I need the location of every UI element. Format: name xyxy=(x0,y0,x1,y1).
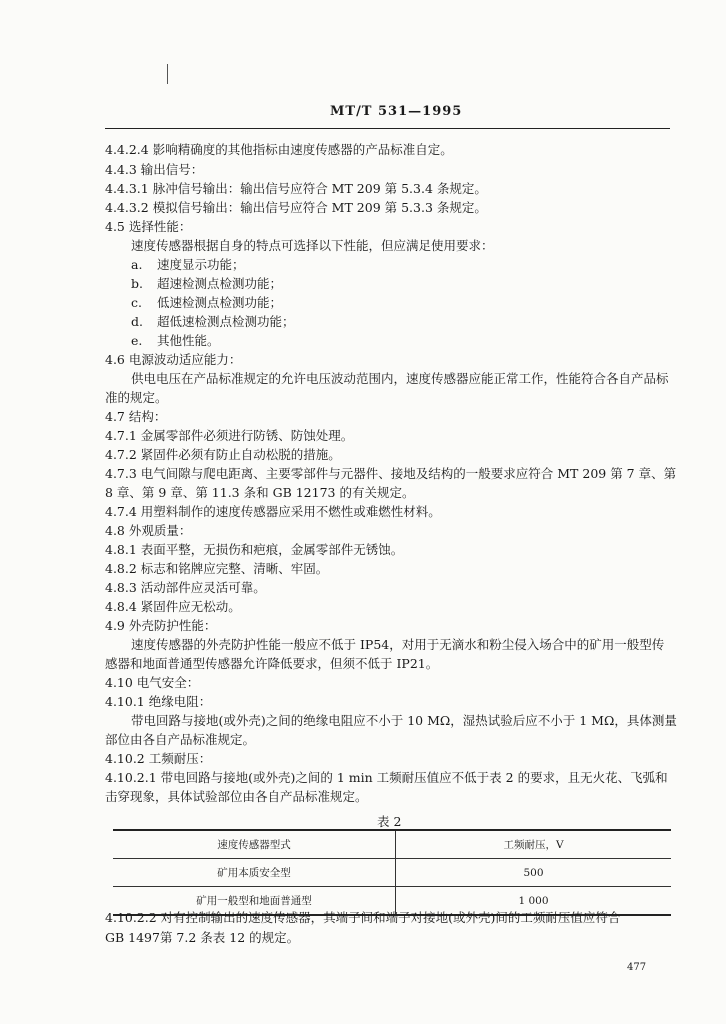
standard-code: MT/T 531—1995 xyxy=(330,104,463,119)
option-label: c. xyxy=(131,295,142,310)
table-cell: 1 000 xyxy=(518,894,549,907)
clause-4-4-3-1: 4.4.3.1 脉冲信号输出：输出信号应符合 MT 209 第 5.3.4 条规定。 xyxy=(105,181,487,196)
clause-4-9-text: 速度传感器的外壳防护性能一般应不低于 IP54，对用于无滴水和粉尘侵入场合中的矿用一般型传 xyxy=(131,637,665,652)
clause-4-9-text-cont: 感器和地面普通型传感器允许降低要求，但须不低于 IP21。 xyxy=(105,656,439,671)
clause-4-8-3: 4.8.3 活动部件应灵活可靠。 xyxy=(105,580,266,595)
table-caption: 表 2 xyxy=(377,814,402,829)
option-label: e. xyxy=(131,333,143,348)
header-rule xyxy=(105,128,670,129)
clause-4-4-2-4: 4.4.2.4 影响精确度的其他指标由速度传感器的产品标准自定。 xyxy=(105,142,453,157)
option-text: 超低速检测点检测功能； xyxy=(157,314,295,329)
option-label: b. xyxy=(131,276,143,291)
clause-4-10-1: 4.10.1 绝缘电阻： xyxy=(105,694,212,709)
clause-4-8-2: 4.8.2 标志和铭牌应完整、清晰、牢固。 xyxy=(105,561,329,576)
clause-4-5-text: 速度传感器根据自身的特点可选择以下性能，但应满足使用要求： xyxy=(131,238,494,253)
clause-4-10-2-2-cont: GB 1497第 7.2 条表 12 的规定。 xyxy=(105,930,300,945)
clause-4-8: 4.8 外观质量： xyxy=(105,523,192,538)
clause-4-10-1-text: 带电回路与接地(或外壳)之间的绝缘电阻应不小于 10 MΩ，湿热试验后应不小于 1 MΩ，具体测量 xyxy=(131,713,677,728)
clause-4-6-text-cont: 准的规定。 xyxy=(105,390,168,405)
clause-4-7-3: 4.7.3 电气间隙与爬电距离、主要零部件与元器件、接地及结构的一般要求应符合 MT 209 第 7 章、第 xyxy=(105,466,677,481)
clause-4-10: 4.10 电气安全： xyxy=(105,675,200,690)
scan-mark xyxy=(167,64,168,84)
table-cell: 500 xyxy=(523,866,544,879)
clause-4-8-4: 4.8.4 紧固件应无松动。 xyxy=(105,599,241,614)
clause-4-6-text: 供电电压在产品标准规定的允许电压波动范围内，速度传感器应能正常工作，性能符合各自产品标 xyxy=(131,371,669,386)
option-item xyxy=(131,276,701,292)
voltage-table xyxy=(113,829,671,916)
clause-4-7-2: 4.7.2 紧固件必须有防止自动松脱的措施。 xyxy=(105,447,341,462)
option-label: d. xyxy=(131,314,143,329)
option-text: 速度显示功能； xyxy=(157,257,245,272)
clause-4-5: 4.5 选择性能： xyxy=(105,219,192,234)
table-cell: 矿用本质安全型 xyxy=(113,859,396,887)
option-label: a. xyxy=(131,257,143,272)
page-number: 477 xyxy=(627,962,647,973)
option-item xyxy=(131,295,701,311)
option-item xyxy=(131,314,701,330)
option-item xyxy=(131,257,701,273)
clause-4-10-2-1: 4.10.2.1 带电回路与接地(或外壳)之间的 1 min 工频耐压值应不低于表 2 的要求，且无火花、飞弧和 xyxy=(105,770,668,785)
option-text: 超速检测点检测功能； xyxy=(157,276,283,291)
clause-4-7-1: 4.7.1 金属零部件必须进行防锈、防蚀处理。 xyxy=(105,428,354,443)
option-text: 低速检测点检测功能； xyxy=(157,295,283,310)
clause-4-10-2-2: 4.10.2.2 对有控制输出的速度传感器，其端子间和端子对接地(或外壳)间的工频耐压值应符合 xyxy=(105,910,621,925)
table-header-cell: 工频耐压，V xyxy=(503,839,564,851)
clause-4-8-1: 4.8.1 表面平整，无损伤和疤痕，金属零部件无锈蚀。 xyxy=(105,542,404,557)
clause-4-7: 4.7 结构： xyxy=(105,409,167,424)
clause-4-6: 4.6 电源波动适应能力： xyxy=(105,352,242,367)
clause-4-10-2: 4.10.2 工频耐压： xyxy=(105,751,212,766)
clause-4-4-3-2: 4.4.3.2 模拟信号输出：输出信号应符合 MT 209 第 5.3.3 条规定。 xyxy=(105,200,487,215)
clause-4-9: 4.9 外壳防护性能： xyxy=(105,618,217,633)
option-item xyxy=(131,333,701,349)
clause-4-10-1-text-cont: 部位由各自产品标准规定。 xyxy=(105,732,256,747)
table-row xyxy=(113,859,671,887)
option-text: 其他性能。 xyxy=(157,333,220,348)
clause-4-7-3-cont: 8 章、第 9 章、第 11.3 条和 GB 12173 的有关规定。 xyxy=(105,485,415,500)
clause-4-4-3: 4.4.3 输出信号： xyxy=(105,162,204,177)
table-header-cell: 速度传感器型式 xyxy=(113,830,396,859)
table-header-row xyxy=(113,830,671,859)
table-cell: 矿用一般型和地面普通型 xyxy=(113,887,396,916)
clause-4-7-4: 4.7.4 用塑料制作的速度传感器应采用不燃性或难燃性材料。 xyxy=(105,504,441,519)
clause-4-10-2-1-cont: 击穿现象，具体试验部位由各自产品标准规定。 xyxy=(105,789,368,804)
